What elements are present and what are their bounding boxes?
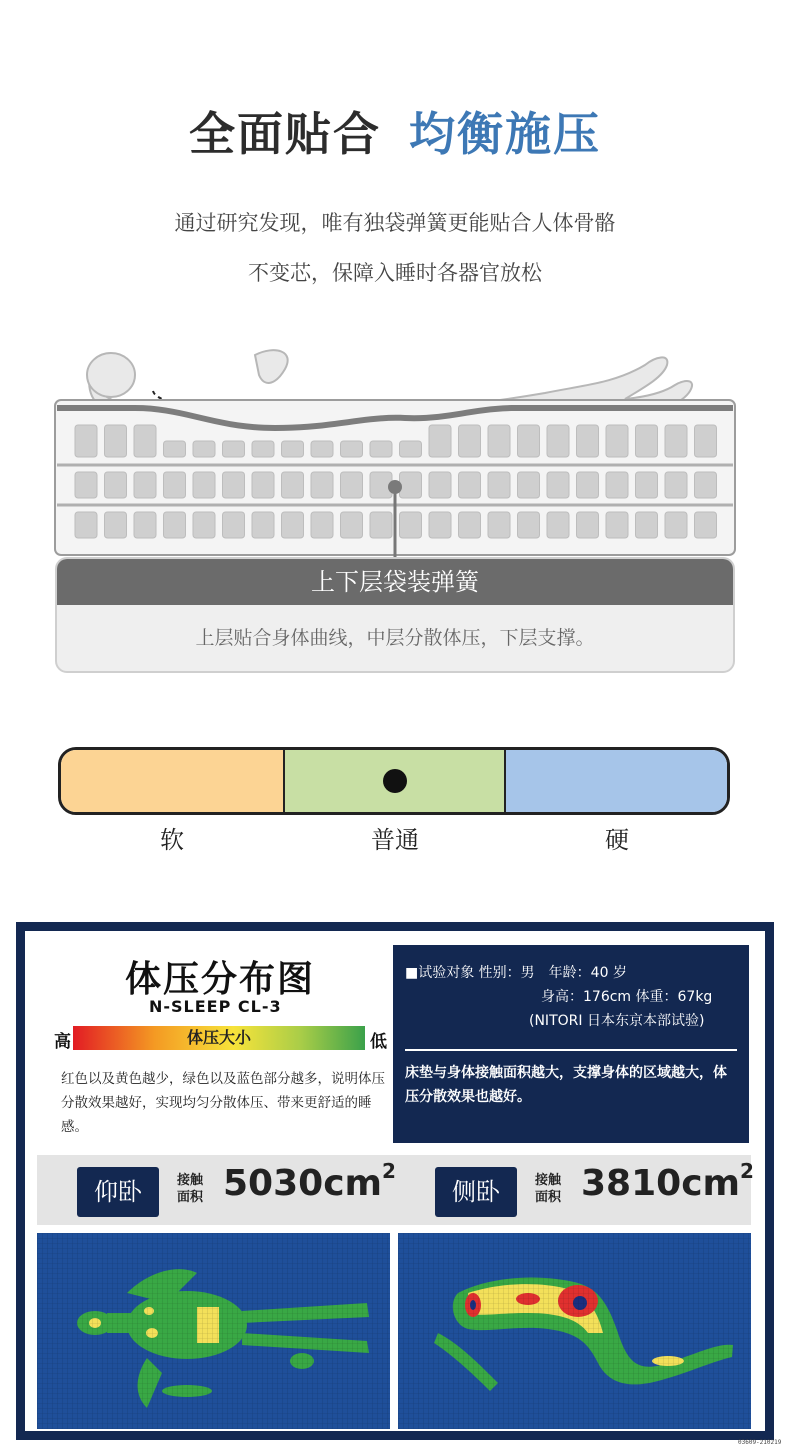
- firmness-indicator-dot: [383, 769, 407, 793]
- spring-pocket: [134, 512, 156, 538]
- spring-pocket: [134, 472, 156, 498]
- spring-pocket: [341, 512, 363, 538]
- supine-area-value: $5030cm^2$: [223, 1159, 396, 1204]
- spring-pocket: [459, 472, 481, 498]
- spring-pocket: [370, 512, 392, 538]
- spring-pocket: [75, 425, 97, 457]
- headline-part2: 均衡施压: [409, 107, 601, 161]
- test-body-line: 身高：176cm 体重：67kg: [541, 989, 713, 1005]
- pressure-map-panel: [16, 922, 774, 1440]
- spring-pocket: [695, 512, 717, 538]
- spring-pocket: [370, 441, 392, 457]
- footer-code: 03609-210219: [738, 1439, 782, 1446]
- headline: [0, 98, 790, 164]
- spring-pocket: [636, 425, 658, 457]
- spring-pocket: [518, 472, 540, 498]
- spring-pocket: [518, 512, 540, 538]
- spring-pocket: [459, 425, 481, 457]
- spring-pocket: [606, 472, 628, 498]
- contact-area-band: [37, 1155, 754, 1225]
- spring-pocket: [459, 512, 481, 538]
- spring-pocket: [164, 472, 186, 498]
- spring-pocket: [164, 512, 186, 538]
- spring-pocket: [606, 425, 628, 457]
- spring-pocket: [577, 425, 599, 457]
- spring-pocket: [577, 512, 599, 538]
- spring-pocket: [282, 512, 304, 538]
- spring-pocket: [665, 512, 687, 538]
- pressure-map-title: 体压分布图: [125, 959, 316, 1000]
- spring-pocket: [488, 472, 510, 498]
- spring-pocket: [311, 472, 333, 498]
- side-area-value: $3810cm^2$: [581, 1159, 754, 1204]
- spring-pocket: [282, 472, 304, 498]
- test-source-line: (NITORI 日本东京本部试验): [529, 1013, 705, 1029]
- model-name: N-SLEEP CL-3: [149, 997, 282, 1016]
- test-conclusion: 床垫与身体接触面积越大，支撑身体的区域越大，体压分散效果也越好。: [405, 1065, 727, 1105]
- spring-pocket: [429, 425, 451, 457]
- spring-layer-callout: [55, 557, 735, 673]
- spring-pocket: [547, 425, 569, 457]
- spring-pocket: [636, 472, 658, 498]
- spring-pocket: [488, 512, 510, 538]
- spring-pocket: [223, 472, 245, 498]
- test-info-box: [393, 945, 749, 1143]
- spring-pocket: [105, 512, 127, 538]
- side-badge: 侧卧: [435, 1167, 517, 1217]
- spring-pocket: [193, 472, 215, 498]
- spring-pocket: [252, 512, 274, 538]
- spring-pocket: [341, 472, 363, 498]
- firmness-label-normal: 普通: [371, 826, 419, 854]
- side-area-label: 接触面积: [535, 1173, 562, 1205]
- spring-pocket: [193, 441, 215, 457]
- supine-area-label: 接触面积: [177, 1173, 204, 1205]
- spring-pocket: [488, 425, 510, 457]
- headline-part1: 全面贴合: [189, 107, 381, 161]
- spring-pocket: [518, 425, 540, 457]
- spring-pocket: [429, 472, 451, 498]
- spring-pocket: [547, 472, 569, 498]
- spring-pocket: [547, 512, 569, 538]
- callout-description: 上层贴合身体曲线，中层分散体压，下层支撑。: [195, 627, 595, 649]
- spring-pocket: [577, 472, 599, 498]
- spring-pocket: [665, 472, 687, 498]
- spring-pocket: [252, 472, 274, 498]
- spring-pocket: [223, 512, 245, 538]
- spring-pocket: [282, 441, 304, 457]
- scale-low-label: 低: [370, 1032, 387, 1052]
- spring-pocket: [105, 425, 127, 457]
- supine-badge: 仰卧: [77, 1167, 159, 1217]
- spring-pocket: [429, 512, 451, 538]
- intro-line-1: 通过研究发现，唯有独袋弹簧更能贴合人体骨骼: [174, 211, 616, 235]
- test-subject-line: ■试验对象 性别：男 年龄：40 岁: [405, 965, 627, 981]
- spring-pocket: [311, 441, 333, 457]
- spring-pocket: [400, 472, 422, 498]
- spring-pocket: [606, 512, 628, 538]
- firmness-hard-segment: [506, 750, 727, 812]
- spring-pocket: [75, 472, 97, 498]
- spring-pocket: [400, 512, 422, 538]
- spring-pocket: [665, 425, 687, 457]
- spring-pocket: [636, 512, 658, 538]
- pressure-note: 红色以及黄色越少，绿色以及蓝色部分越多，说明体压分散效果越好，实现均匀分散体压、带来更舒适的睡感。: [61, 1071, 385, 1135]
- spring-pocket: [105, 472, 127, 498]
- firmness-scale: [58, 747, 730, 815]
- pointer-dot: [388, 480, 402, 494]
- firmness-normal-segment: [285, 750, 506, 812]
- intro-line-2: 不变芯，保障入睡时各器官放松: [248, 261, 542, 285]
- supine-pressure-map: [37, 1233, 390, 1429]
- firmness-label-soft: 软: [160, 826, 184, 854]
- spring-pocket: [695, 425, 717, 457]
- spring-pocket: [695, 472, 717, 498]
- info-divider: [405, 1049, 737, 1051]
- firmness-label-hard: 硬: [605, 826, 629, 854]
- spring-pocket: [75, 512, 97, 538]
- side-pressure-map: [398, 1233, 751, 1429]
- firmness-soft-segment: [61, 750, 285, 812]
- spring-pocket: [311, 512, 333, 538]
- scale-high-label: 高: [54, 1032, 71, 1052]
- spring-pocket: [223, 441, 245, 457]
- spring-pocket: [400, 441, 422, 457]
- spring-pocket: [252, 441, 274, 457]
- spring-pocket: [193, 512, 215, 538]
- spring-pocket: [341, 441, 363, 457]
- spring-pocket: [134, 425, 156, 457]
- callout-title: 上下层袋装弹簧: [57, 559, 733, 605]
- mattress-illustration: [45, 335, 745, 560]
- spring-pocket: [164, 441, 186, 457]
- pressure-gradient-legend: 体压大小: [73, 1026, 365, 1050]
